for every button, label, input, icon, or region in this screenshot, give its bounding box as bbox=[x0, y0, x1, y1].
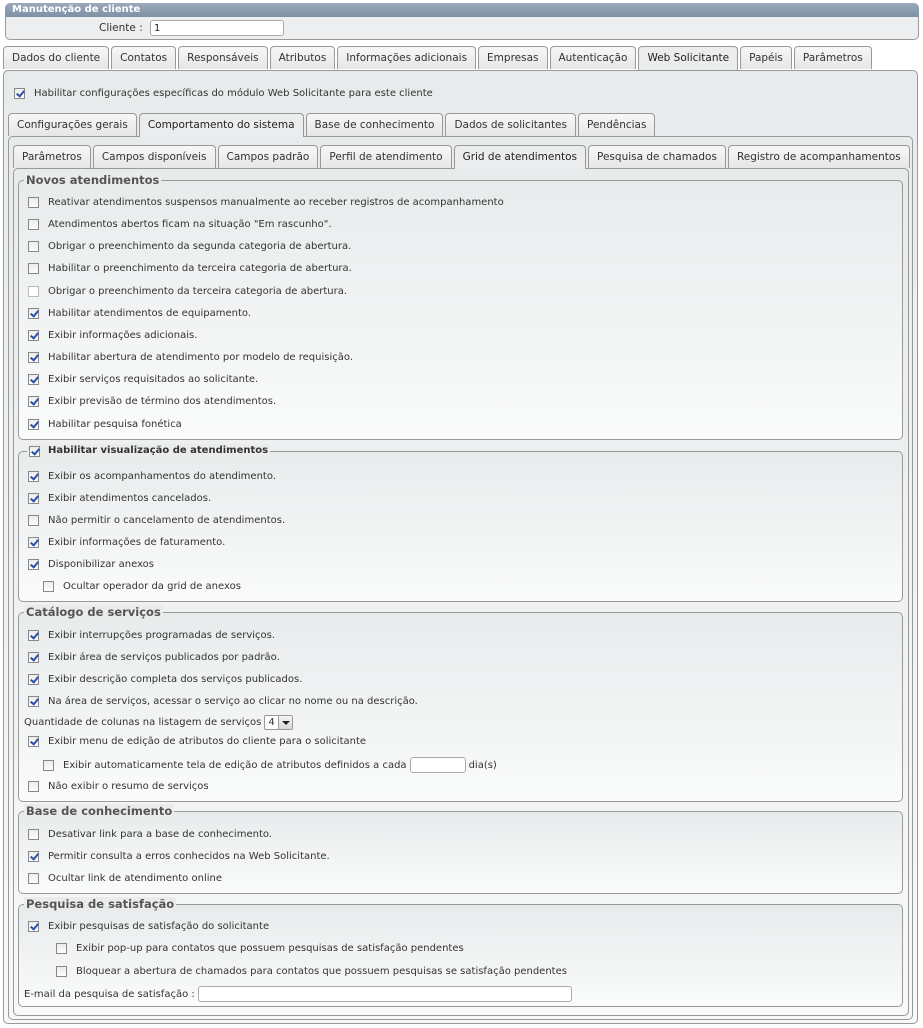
checkbox-label: Habilitar o preenchimento da terceira categoria de abertura. bbox=[48, 263, 352, 274]
checkbox-row bbox=[28, 851, 330, 862]
tab-pendencias[interactable]: Pendências bbox=[578, 113, 655, 136]
servicos-requisitados-checkbox[interactable] bbox=[28, 374, 39, 385]
checkbox-row bbox=[28, 308, 251, 319]
checkbox-label: Exibir descrição completa dos serviços publicados. bbox=[48, 674, 303, 685]
tab-campos-padrao[interactable]: Campos padrão bbox=[218, 145, 319, 168]
visualizacao-legend bbox=[27, 444, 270, 458]
client-input[interactable] bbox=[150, 20, 284, 36]
checkbox-label: Ocultar operador da grid de anexos bbox=[63, 581, 241, 592]
exibir-cancelados-checkbox[interactable] bbox=[28, 493, 39, 504]
tab-pesquisa-de-chamados[interactable]: Pesquisa de chamados bbox=[588, 145, 726, 168]
disponibilizar-anexos-checkbox[interactable] bbox=[28, 559, 39, 570]
checkbox-label: Permitir consulta a erros conhecidos na Web Solicitante. bbox=[48, 851, 330, 862]
columns-select[interactable] bbox=[264, 715, 292, 730]
checkbox-label: Exibir serviços requisitados ao solicitante. bbox=[48, 374, 259, 385]
base-conhecimento-legend: Base de conhecimento bbox=[26, 804, 173, 818]
checkbox-label: Exibir menu de edição de atributos do cliente para o solicitante bbox=[48, 736, 367, 747]
checkbox-label: Exibir área de serviços publicados por padrão. bbox=[48, 652, 280, 663]
checkbox-label: Reativar atendimentos suspensos manualmente ao receber registros de acompanhamento bbox=[48, 197, 504, 208]
tab-responsaveis[interactable]: Responsáveis bbox=[178, 46, 267, 69]
menu-edicao-atributos-checkbox[interactable] bbox=[28, 736, 39, 747]
email-row bbox=[24, 986, 572, 1002]
checkbox-label: Habilitar pesquisa fonética bbox=[48, 419, 182, 430]
modelo-requisicao-checkbox[interactable] bbox=[28, 352, 39, 363]
checkbox-row bbox=[28, 241, 351, 252]
checkbox-row bbox=[56, 966, 567, 977]
enable-module-label: Habilitar configurações específicas do módulo Web Solicitante para este cliente bbox=[34, 88, 433, 99]
catalogo-legend: Catálogo de serviços bbox=[26, 605, 161, 619]
exibir-pesquisas-checkbox[interactable] bbox=[28, 921, 39, 932]
checkbox-row bbox=[28, 736, 366, 747]
tab-autenticacao[interactable]: Autenticação bbox=[550, 46, 637, 69]
checkbox-label: Exibir pop-up para contatos que possuem pesquisas de satisfação pendentes bbox=[76, 943, 464, 954]
popup-pendentes-checkbox[interactable] bbox=[56, 943, 67, 954]
desativar-link-base-checkbox[interactable] bbox=[28, 829, 39, 840]
descricao-completa-checkbox[interactable] bbox=[28, 674, 39, 685]
atendimentos-equipamento-checkbox[interactable] bbox=[28, 308, 39, 319]
tab-base-de-conhecimento[interactable]: Base de conhecimento bbox=[306, 113, 444, 136]
informacoes-adicionais-checkbox[interactable] bbox=[28, 330, 39, 341]
inner-tabbar bbox=[13, 145, 912, 168]
client-row bbox=[5, 17, 919, 40]
checkbox-row bbox=[28, 286, 347, 297]
interrupcoes-programadas-checkbox[interactable] bbox=[28, 630, 39, 641]
tab-parametros[interactable]: Parâmetros bbox=[794, 46, 872, 69]
checkbox-label: Obrigar o preenchimento da terceira categoria de abertura. bbox=[48, 286, 348, 297]
checkbox-row bbox=[28, 219, 332, 230]
checkbox-row bbox=[28, 352, 353, 363]
checkbox-row bbox=[28, 873, 222, 884]
tab-papeis[interactable]: Papéis bbox=[740, 46, 792, 69]
tab-configuracoes-gerais[interactable]: Configurações gerais bbox=[8, 113, 137, 136]
tab-dados-do-cliente[interactable]: Dados do cliente bbox=[3, 46, 109, 69]
checkbox-label: Não permitir o cancelamento de atendimentos. bbox=[48, 515, 286, 526]
checkbox-label: Ocultar link de atendimento online bbox=[48, 873, 222, 884]
area-servicos-publicados-checkbox[interactable] bbox=[28, 652, 39, 663]
tab-atributos[interactable]: Atributos bbox=[270, 46, 336, 69]
checkbox-row bbox=[28, 419, 182, 430]
tab-grid-de-atendimentos[interactable]: Grid de atendimentos bbox=[454, 145, 586, 169]
checkbox-label: Exibir informações de faturamento. bbox=[48, 537, 226, 548]
ocultar-atendimento-online-checkbox[interactable] bbox=[28, 873, 39, 884]
checkbox-row bbox=[56, 943, 464, 954]
checkbox-row bbox=[28, 197, 504, 208]
reativar-suspensos-checkbox[interactable] bbox=[28, 197, 39, 208]
days-suffix: dia(s) bbox=[468, 759, 497, 771]
pesquisa-fonetica-checkbox[interactable] bbox=[28, 419, 39, 430]
tab-comportamento-do-sistema[interactable]: Comportamento do sistema bbox=[139, 113, 304, 137]
tab-parametros-inner[interactable]: Parâmetros bbox=[13, 145, 91, 168]
checkbox-row bbox=[28, 263, 352, 274]
checkbox-row bbox=[28, 559, 154, 570]
main-tabbar bbox=[3, 46, 874, 69]
novos-atendimentos-legend: Novos atendimentos bbox=[26, 173, 160, 187]
checkbox-label: Não exibir o resumo de serviços bbox=[48, 781, 209, 792]
checkbox-row bbox=[28, 537, 225, 548]
tab-campos-disponiveis[interactable]: Campos disponíveis bbox=[93, 145, 216, 168]
checkbox-label: Na área de serviços, acessar o serviço ao clicar no nome ou na descrição. bbox=[48, 696, 418, 707]
checkbox-row bbox=[28, 471, 276, 482]
tab-web-solicitante[interactable]: Web Solicitante bbox=[638, 46, 738, 70]
checkbox-label: Exibir automaticamente tela de edição de atributos definidos a cada bbox=[63, 759, 407, 771]
checkbox-label: Habilitar atendimentos de equipamento. bbox=[48, 308, 252, 319]
visualizacao-legend-label: Habilitar visualização de atendimentos bbox=[48, 445, 269, 456]
tab-registro-de-acompanhamentos[interactable]: Registro de acompanhamentos bbox=[728, 145, 910, 168]
checkbox-label: Desativar link para a base de conhecimento. bbox=[48, 829, 272, 840]
auto-edit-row bbox=[43, 757, 497, 773]
checkbox-label: Exibir atendimentos cancelados. bbox=[48, 493, 212, 504]
checkbox-label: Exibir os acompanhamentos do atendimento. bbox=[48, 471, 276, 482]
checkbox-label: Atendimentos abertos ficam na situação "Em rascunho". bbox=[48, 219, 332, 230]
ocultar-operador-anexos-checkbox[interactable] bbox=[43, 581, 54, 592]
tab-dados-de-solicitantes[interactable]: Dados de solicitantes bbox=[445, 113, 576, 136]
checkbox-row bbox=[28, 696, 418, 707]
client-label: Cliente : bbox=[99, 22, 143, 34]
bloquear-abertura-checkbox[interactable] bbox=[56, 966, 67, 977]
checkbox-label: Exibir previsão de término dos atendimentos. bbox=[48, 396, 277, 407]
sub-tabbar bbox=[8, 113, 657, 136]
tab-perfil-de-atendimento[interactable]: Perfil de atendimento bbox=[320, 145, 451, 168]
habilitar-terceira-categoria-checkbox[interactable] bbox=[28, 263, 39, 274]
checkbox-row bbox=[28, 330, 197, 341]
checkbox-row bbox=[28, 781, 209, 792]
checkbox-label: Exibir pesquisas de satisfação do solicitante bbox=[48, 921, 270, 932]
checkbox-row bbox=[43, 581, 241, 592]
acessar-servico-clique-checkbox[interactable] bbox=[28, 696, 39, 707]
auto-edit-checkbox[interactable] bbox=[43, 760, 54, 771]
informacoes-faturamento-checkbox[interactable] bbox=[28, 537, 39, 548]
checkbox-label: Obrigar o preenchimento da segunda categoria de abertura. bbox=[48, 241, 352, 252]
checkbox-row bbox=[28, 921, 269, 932]
columns-label: Quantidade de colunas na listagem de serviços bbox=[24, 717, 262, 728]
obrigar-segunda-categoria-checkbox[interactable] bbox=[28, 241, 39, 252]
checkbox-row bbox=[28, 493, 211, 504]
checkbox-row bbox=[28, 674, 302, 685]
nao-permitir-cancelamento-checkbox[interactable] bbox=[28, 515, 39, 526]
tab-informacoes-adicionais[interactable]: Informações adicionais bbox=[337, 46, 476, 69]
checkbox-row bbox=[28, 652, 280, 663]
checkbox-label: Exibir interrupções programadas de serviços. bbox=[48, 630, 276, 641]
email-label: E-mail da pesquisa de satisfação : bbox=[24, 988, 195, 1000]
checkbox-label: Exibir informações adicionais. bbox=[48, 330, 198, 341]
checkbox-label: Disponibilizar anexos bbox=[48, 559, 155, 570]
chevron-down-icon[interactable] bbox=[278, 716, 292, 729]
checkbox-row bbox=[28, 630, 275, 641]
auto-edit-days-input[interactable] bbox=[410, 757, 466, 773]
tab-contatos[interactable]: Contatos bbox=[111, 46, 176, 69]
exibir-acompanhamentos-checkbox[interactable] bbox=[28, 471, 39, 482]
columns-row bbox=[24, 715, 293, 730]
checkbox-row bbox=[28, 515, 285, 526]
obrigar-terceira-categoria-checkbox[interactable] bbox=[28, 286, 39, 297]
tab-empresas[interactable]: Empresas bbox=[478, 46, 547, 69]
enable-module-checkbox[interactable] bbox=[14, 88, 25, 99]
email-input[interactable] bbox=[198, 986, 572, 1002]
checkbox-row bbox=[28, 374, 258, 385]
checkbox-label: Bloquear a abertura de chamados para contatos que possuem pesquisas se satisfação pendentes bbox=[76, 966, 567, 977]
checkbox-row bbox=[28, 396, 276, 407]
columns-select-value: 4 bbox=[268, 717, 275, 728]
enable-module-row bbox=[14, 88, 433, 99]
pesquisa-satisfacao-legend: Pesquisa de satisfação bbox=[26, 897, 175, 911]
habilitar-visualizacao-checkbox[interactable] bbox=[29, 446, 40, 457]
nao-exibir-resumo-checkbox[interactable] bbox=[28, 781, 39, 792]
window-title: Manutenção de cliente bbox=[5, 3, 919, 17]
checkbox-label: Habilitar abertura de atendimento por modelo de requisição. bbox=[48, 352, 353, 363]
erros-conhecidos-checkbox[interactable] bbox=[28, 851, 39, 862]
checkbox-row bbox=[28, 829, 272, 840]
em-rascunho-checkbox[interactable] bbox=[28, 219, 39, 230]
previsao-termino-checkbox[interactable] bbox=[28, 396, 39, 407]
